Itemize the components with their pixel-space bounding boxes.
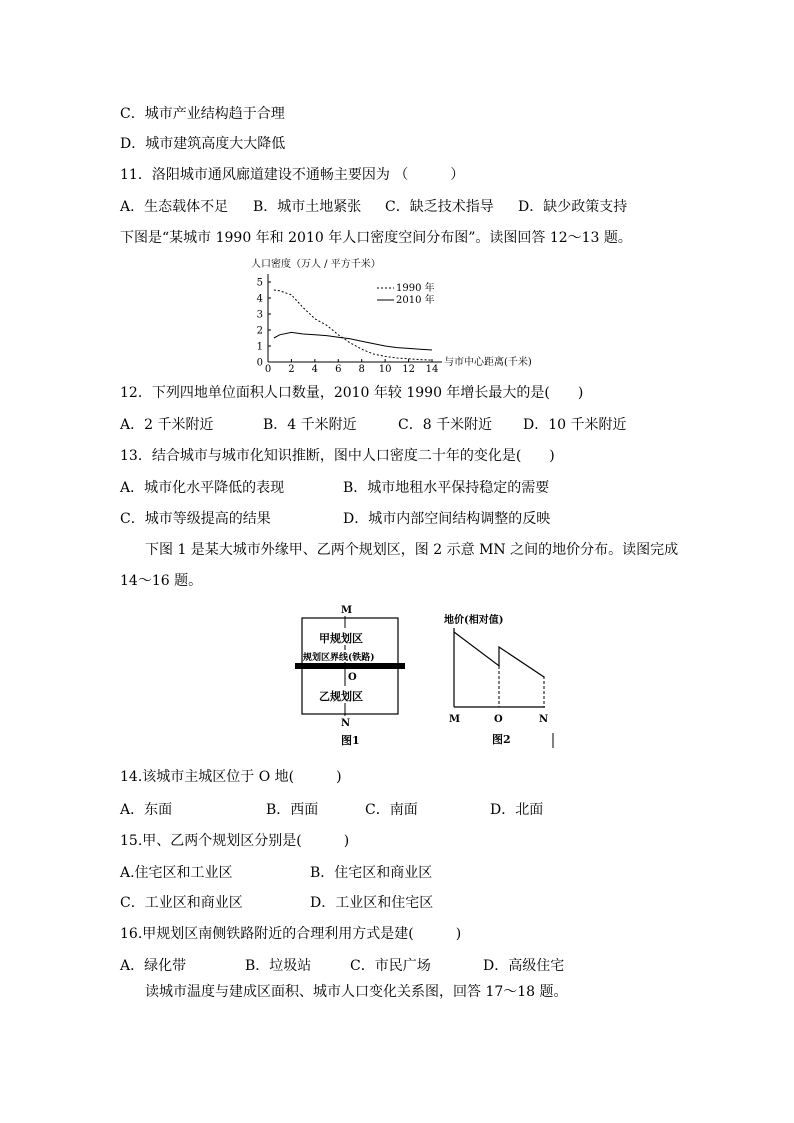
intro-14-16-a: 下图 1 是某大城市外缘甲、乙两个规划区，图 2 示意 MN 之间的地价分布。读图完成 <box>145 542 679 558</box>
question-15: 15.甲、乙两个规划区分别是( ) <box>120 833 350 849</box>
q13-option-b: B．城市地租水平保持稳定的需要 <box>343 480 550 496</box>
fig2-label-m: M <box>449 714 461 725</box>
q15-option-d: D．工业区和住宅区 <box>310 895 434 911</box>
q11-option-a: A．生态载体不足 <box>120 199 229 215</box>
q15-option-b: B．住宅区和商业区 <box>310 865 433 881</box>
y-tick-label: 4 <box>256 293 263 305</box>
y-tick-label: 3 <box>256 309 263 321</box>
x-tick-label: 10 <box>378 364 392 372</box>
q13-option-c: C．城市等级提高的结果 <box>120 511 271 527</box>
x-tick-label: 8 <box>358 364 365 372</box>
q15-option-a: A.住宅区和工业区 <box>120 865 233 881</box>
q14-option-b: B．西面 <box>266 802 319 818</box>
question-13: 13．结合城市与城市化知识推断，图中人口密度二十年的变化是( ) <box>120 448 555 464</box>
legend-2010-label: 2010 年 <box>396 295 435 306</box>
x-tick-label: 2 <box>288 364 295 372</box>
legend-1990-label: 1990 年 <box>396 283 435 294</box>
q11-option-b: B．城市土地紧张 <box>253 199 362 215</box>
q13-option-d: D．城市内部空间结构调整的反映 <box>343 511 551 527</box>
q12-option-c: C．8 千米附近 <box>398 417 493 433</box>
q11-option-c: C．缺乏技术指导 <box>385 199 494 215</box>
q12-option-d: D．10 千米附近 <box>523 417 627 433</box>
q14-option-d: D．北面 <box>490 802 544 818</box>
y-tick-label: 2 <box>256 325 263 337</box>
series-2010-line <box>274 332 432 350</box>
fig1-area-a-label: 甲规划区 <box>319 632 363 645</box>
fig1-label-o: O <box>348 672 357 683</box>
fig1-railway-line <box>295 663 405 669</box>
x-tick-label: 4 <box>311 364 319 372</box>
q14-option-a: A．东面 <box>120 802 173 818</box>
q15-option-c: C．工业区和商业区 <box>120 895 243 911</box>
question-16: 16.甲规划区南侧铁路附近的合理利用方式是建( ) <box>120 926 462 942</box>
q13-option-a: A．城市化水平降低的表现 <box>120 480 285 496</box>
q14-option-c: C．南面 <box>365 802 418 818</box>
fig1-caption: 图1 <box>341 734 360 747</box>
fig2-y-label: 地价(相对值) <box>444 615 504 626</box>
fig1-area-b-label: 乙规划区 <box>319 690 363 703</box>
q12-option-a: A．2 千米附近 <box>120 417 214 433</box>
fig2-label-o: O <box>494 714 503 725</box>
y-tick-label: 1 <box>256 341 263 353</box>
y-tick-label: 0 <box>256 357 263 369</box>
option-d-prev: D．城市建筑高度大大降低 <box>120 136 286 152</box>
intro-14-16-b: 14～16 题。 <box>120 573 203 589</box>
question-12: 12．下列四地单位面积人口数量，2010 年较 1990 年增长最大的是( ) <box>120 385 584 401</box>
chart-x-axis-label: 与市中心距离(千米) <box>444 357 532 368</box>
x-tick-label: 12 <box>402 364 415 372</box>
fig1-label-n: N <box>341 718 351 729</box>
q16-option-d: D．高级住宅 <box>483 958 565 974</box>
fig1-boundary-label: 规划区界线(铁路) <box>303 653 375 663</box>
intro-17-18: 读城市温度与建成区面积、城市人口变化关系图，回答 17～18 题。 <box>145 984 568 1000</box>
fig2-price-profile <box>454 632 544 677</box>
q11-option-d: D．缺少政策支持 <box>518 199 628 215</box>
y-tick-label: 5 <box>256 277 263 289</box>
x-tick-label: 0 <box>264 364 272 372</box>
intro-12-13: 下图是“某城市 1990 年和 2010 年人口密度空间分布图”。读图回答 12～13 题。 <box>120 230 632 246</box>
q16-option-c: C．市民广场 <box>350 958 431 974</box>
chart-legend <box>377 281 435 306</box>
option-c-prev: C．城市产业结构趋于合理 <box>120 106 285 122</box>
question-11: 11．洛阳城市通风廊道建设不通畅主要因为 （ ） <box>120 167 465 183</box>
fig1-label-m: M <box>341 605 353 616</box>
fig2-label-n: N <box>539 714 549 725</box>
q16-option-b: B．垃圾站 <box>245 958 312 974</box>
population-density-chart <box>250 252 560 372</box>
fig2-caption: 图2 <box>492 733 511 746</box>
chart-y-axis-label: 人口密度（万人 / 平方千米） <box>251 259 381 270</box>
figure-2-land-price <box>444 610 559 750</box>
figure-1-planning-zones <box>295 600 405 750</box>
x-tick-label: 6 <box>335 364 342 372</box>
x-tick-label: 14 <box>425 364 439 372</box>
q12-option-b: B．4 千米附近 <box>263 417 357 433</box>
q16-option-a: A．绿化带 <box>120 958 187 974</box>
question-14: 14.该城市主城区位于 O 地( ) <box>120 769 342 785</box>
